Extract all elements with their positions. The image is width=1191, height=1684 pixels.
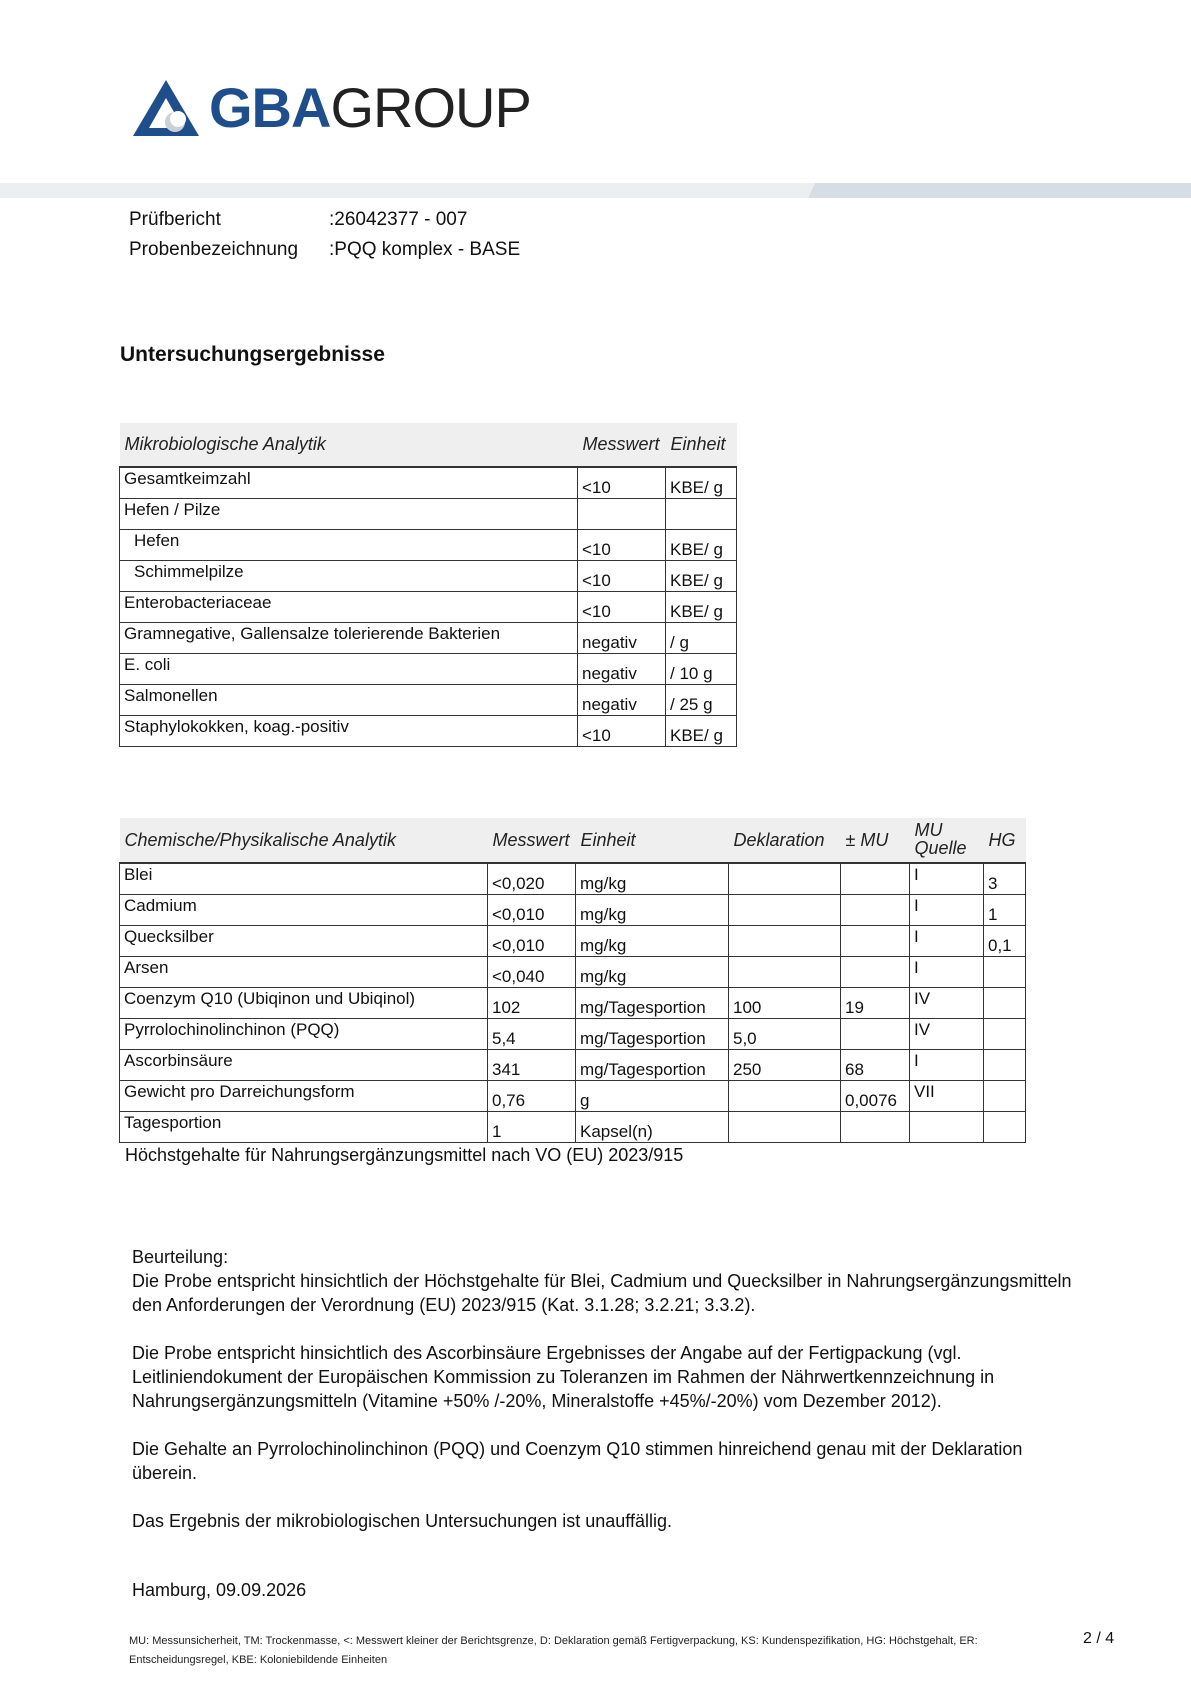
chem-value: 0,76 (488, 1081, 576, 1112)
chem-declaration: 100 (729, 988, 841, 1019)
chem-hg (984, 1081, 1026, 1112)
chem-unit: Kapsel(n) (576, 1112, 729, 1143)
chem-name: Arsen (120, 957, 488, 988)
chem-unit: g (576, 1081, 729, 1112)
chem-mu-source: VII (910, 1081, 984, 1112)
chem-value: <0,010 (488, 895, 576, 926)
chem-value: <0,020 (488, 863, 576, 895)
chem-mu-source: I (910, 863, 984, 895)
chem-name: Gewicht pro Darreichungsform (120, 1081, 488, 1112)
chem-hg: 1 (984, 895, 1026, 926)
sample-label: Probenbezeichnung (129, 239, 299, 260)
chem-mu-source: IV (910, 1019, 984, 1050)
micro-name: Hefen (120, 530, 578, 561)
micro-unit: KBE/ g (666, 716, 737, 747)
micro-name: Enterobacteriaceae (120, 592, 578, 623)
chem-unit: mg/Tagesportion (576, 988, 729, 1019)
micro-value: negativ (578, 623, 666, 654)
chem-header-mu-source (910, 818, 984, 863)
chem-name: Blei (120, 863, 488, 895)
chem-hg (984, 1050, 1026, 1081)
chem-unit: mg/kg (576, 863, 729, 895)
assessment-paragraph: Die Probe entspricht hinsichtlich des Ascorbinsäure Ergebnisses der Angabe auf der Fertigpackung (vgl. Leitliniendokument der Europäischen Kommission zu Toleranzen im Rahmen der Nährwertkennzeichnung in Nahrungsergänzungsmitteln (Vitamine +50% /-20%, Mineralstoffe +45%/-20%) vom Dezember 2012). (132, 1343, 995, 1411)
table-row (120, 561, 737, 592)
micro-unit: / g (666, 623, 737, 654)
chem-declaration (729, 1081, 841, 1112)
assessment (132, 1245, 1082, 1557)
table-row (120, 1081, 1026, 1112)
table-row (120, 685, 737, 716)
chem-hg (984, 1019, 1026, 1050)
header-band (0, 183, 1191, 198)
assessment-paragraph: Die Probe entspricht hinsichtlich der Höchstgehalte für Blei, Cadmium und Quecksilber in Nahrungsergänzungsmitteln den Anforderungen der Verordnung (EU) 2023/915 (Kat. 3.1.28; 3.2.21; 3.3.2). (132, 1271, 1072, 1315)
chem-value: 341 (488, 1050, 576, 1081)
table-row (120, 716, 737, 747)
chem-declaration (729, 1112, 841, 1143)
sample-name-row (129, 238, 521, 262)
chem-value: <0,040 (488, 957, 576, 988)
chem-declaration (729, 895, 841, 926)
micro-unit (666, 499, 737, 530)
micro-table (119, 423, 737, 747)
page-number: 2 / 4 (1083, 1630, 1115, 1647)
chem-mu-source: IV (910, 988, 984, 1019)
table-row (120, 592, 737, 623)
chem-value: <0,010 (488, 926, 576, 957)
micro-name: E. coli (120, 654, 578, 685)
chem-name: Cadmium (120, 895, 488, 926)
chem-mu-source: I (910, 1050, 984, 1081)
chem-hg: 3 (984, 863, 1026, 895)
micro-name: Gesamtkeimzahl (120, 467, 578, 499)
table-row (120, 988, 1026, 1019)
chem-declaration (729, 926, 841, 957)
chem-hg (984, 988, 1026, 1019)
chem-mu: 19 (841, 988, 910, 1019)
chem-header-mu: ± MU (841, 818, 910, 863)
micro-value: <10 (578, 561, 666, 592)
chem-header-declaration: Deklaration (729, 818, 841, 863)
chem-mu (841, 1112, 910, 1143)
chem-header-mu-source-line2: Quelle (914, 838, 967, 858)
chem-unit: mg/kg (576, 895, 729, 926)
micro-header-analysis: Mikrobiologische Analytik (120, 423, 578, 467)
chem-mu (841, 895, 910, 926)
micro-value: <10 (578, 592, 666, 623)
chem-value: 102 (488, 988, 576, 1019)
chem-mu (841, 863, 910, 895)
micro-name: Salmonellen (120, 685, 578, 716)
micro-unit: KBE/ g (666, 467, 737, 499)
chem-table (119, 818, 1026, 1143)
chem-header-mu-source-line1: MU (914, 820, 943, 840)
assessment-label: Beurteilung: (132, 1247, 229, 1267)
chem-header-unit: Einheit (576, 818, 729, 863)
chem-mu-source: I (910, 957, 984, 988)
chem-name: Pyrrolochinolinchinon (PQQ) (120, 1019, 488, 1050)
micro-value: <10 (578, 716, 666, 747)
micro-name: Gramnegative, Gallensalze tolerierende Bakterien (120, 623, 578, 654)
limits-note: Höchstgehalte für Nahrungsergänzungsmittel nach VO (EU) 2023/915 (125, 1145, 684, 1165)
table-row (120, 1112, 1026, 1143)
table-row (120, 530, 737, 561)
chem-name: Quecksilber (120, 926, 488, 957)
chem-name: Coenzym Q10 (Ubiqinon und Ubiqinol) (120, 988, 488, 1019)
chem-name: Ascorbinsäure (120, 1050, 488, 1081)
micro-value: <10 (578, 530, 666, 561)
sample-value: :PQQ komplex - BASE (329, 239, 521, 260)
table-row (120, 654, 737, 685)
chem-header-hg: HG (984, 818, 1026, 863)
logo-text-strong: GBA (209, 76, 331, 139)
micro-name: Hefen / Pilze (120, 499, 578, 530)
micro-unit: / 10 g (666, 654, 737, 685)
assessment-paragraph: Das Ergebnis der mikrobiologischen Untersuchungen ist unauffällig. (132, 1511, 672, 1531)
chem-declaration (729, 957, 841, 988)
chem-declaration: 5,0 (729, 1019, 841, 1050)
chem-mu (841, 1019, 910, 1050)
micro-name: Schimmelpilze (120, 561, 578, 592)
micro-unit: KBE/ g (666, 592, 737, 623)
logo-text-light: GROUP (330, 76, 531, 139)
chem-unit: mg/kg (576, 926, 729, 957)
chem-hg (984, 957, 1026, 988)
chem-header-value: Messwert (488, 818, 576, 863)
report-value: :26042377 - 007 (329, 209, 468, 230)
chem-header-analysis: Chemische/Physikalische Analytik (120, 818, 488, 863)
chem-mu: 0,0076 (841, 1081, 910, 1112)
chem-declaration (729, 863, 841, 895)
chem-mu-source (910, 1112, 984, 1143)
chem-unit: mg/kg (576, 957, 729, 988)
chem-mu (841, 957, 910, 988)
chem-declaration: 250 (729, 1050, 841, 1081)
chem-mu (841, 926, 910, 957)
micro-header-value: Messwert (578, 423, 666, 467)
table-row (120, 926, 1026, 957)
chem-unit: mg/Tagesportion (576, 1050, 729, 1081)
chem-value: 1 (488, 1112, 576, 1143)
micro-unit: / 25 g (666, 685, 737, 716)
logo-mark-icon (131, 78, 201, 138)
table-row (120, 863, 1026, 895)
micro-header-unit: Einheit (666, 423, 737, 467)
section-title: Untersuchungsergebnisse (120, 343, 385, 366)
chem-hg: 0,1 (984, 926, 1026, 957)
assessment-paragraph: Die Gehalte an Pyrrolochinolinchinon (PQQ) und Coenzym Q10 stimmen hinreichend genau mit der Deklaration überein. (132, 1439, 1023, 1483)
table-row (120, 895, 1026, 926)
micro-unit: KBE/ g (666, 561, 737, 592)
micro-name: Staphylokokken, koag.-positiv (120, 716, 578, 747)
chem-hg (984, 1112, 1026, 1143)
micro-value: negativ (578, 685, 666, 716)
table-row (120, 1019, 1026, 1050)
place-date: Hamburg, 09.09.2026 (132, 1580, 307, 1600)
company-logo (131, 76, 531, 140)
table-row (120, 623, 737, 654)
table-row (120, 1050, 1026, 1081)
report-number-row (129, 208, 468, 232)
micro-value (578, 499, 666, 530)
table-row (120, 499, 737, 530)
chem-name: Tagesportion (120, 1112, 488, 1143)
chem-mu: 68 (841, 1050, 910, 1081)
chem-unit: mg/Tagesportion (576, 1019, 729, 1050)
table-row (120, 467, 737, 499)
micro-value: <10 (578, 467, 666, 499)
report-label: Prüfbericht (129, 209, 221, 230)
micro-value: negativ (578, 654, 666, 685)
micro-unit: KBE/ g (666, 530, 737, 561)
chem-value: 5,4 (488, 1019, 576, 1050)
abbreviations-footnote: MU: Messunsicherheit, TM: Trockenmasse, <: Messwert kleiner der Berichtsgrenze, D: Deklaration gemäß Fertigverpackung, KS: Kundenspezifikation, HG: Höchstgehalt, ER: Entscheidungsregel, KBE: Koloniebildende Einheiten (129, 1635, 978, 1666)
chem-mu-source: I (910, 926, 984, 957)
table-row (120, 957, 1026, 988)
chem-mu-source: I (910, 895, 984, 926)
